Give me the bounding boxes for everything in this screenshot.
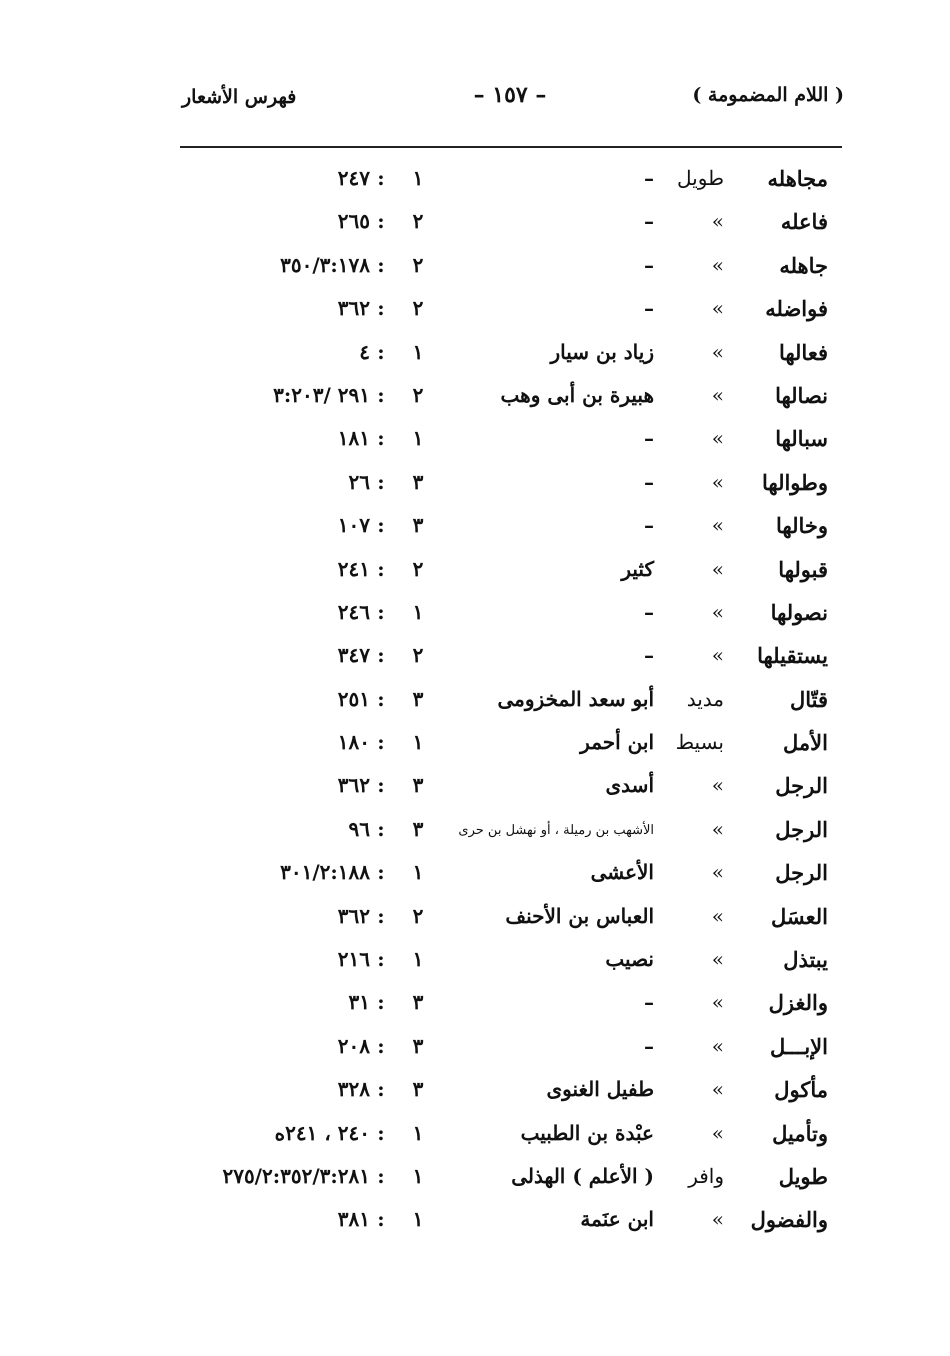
volume-number: ٢ [412,209,424,234]
volume-number: ٣ [412,816,424,841]
table-row [180,811,840,854]
rhyme-word: فعالها [778,339,828,365]
volume-number: ٣ [412,1033,424,1058]
poet-name: – [644,599,654,624]
table-row [180,984,840,1027]
rhyme-word: جاهله [779,252,828,278]
table-row [180,464,840,507]
page-references: ٩٦ [348,816,370,841]
poet-name: أبو سعد المخزومى [497,686,654,711]
table-row [180,724,840,767]
poet-name: ابن أحمر [580,730,654,755]
page-refs-cell [180,253,370,277]
separator: : [377,990,385,1015]
separator: : [377,816,385,841]
volume-number: ٣ [412,513,424,538]
meter: » [711,1207,724,1232]
rhyme-word: مجاهله [767,166,828,191]
rhyme-word: يبتذل [783,947,828,973]
page-references: ٢٩١ /٣:٢٠٣ [273,382,370,407]
page-refs-cell [180,990,370,1014]
poet-name: طفيل الغنوى [546,1077,654,1102]
index-table [180,160,840,1245]
separator: : [377,947,385,972]
meter: مديد [686,686,724,711]
separator: : [377,1033,385,1058]
rhyme-word: وخالها [776,513,828,539]
meter: » [711,903,724,928]
page-references: ٣٦٢ [337,773,370,798]
meter: » [711,643,724,668]
poet-name: – [644,513,654,538]
volume-number: ١ [412,1163,424,1188]
meter: » [711,296,724,321]
page-refs-cell [180,947,370,971]
table-row [180,767,840,810]
table-row [180,1028,840,1071]
meter: » [711,773,724,798]
meter: » [711,816,724,841]
page-references: ٣٦٢ [337,296,370,321]
meter: » [711,1120,724,1145]
table-row [180,203,840,246]
separator: : [377,252,385,277]
page-references: ٣٨١ [337,1207,370,1232]
page-references: ٢٤٦ [337,599,370,624]
separator: : [377,209,385,234]
meter: » [711,426,724,451]
page-refs-cell [180,209,370,233]
poet-name: كثير [621,556,654,581]
page-references: ١٨١ [337,426,370,451]
page-references: ٢٤٧ [337,166,370,190]
page-references: ٣١ [348,990,370,1015]
table-row [180,1201,840,1244]
table-row [180,507,840,550]
poet-name: العباس بن الأحنف [505,903,654,928]
page-refs-cell [180,340,370,364]
volume-number: ٢ [412,296,424,321]
meter: » [711,382,724,407]
poet-name: نصيب [605,947,654,972]
page-refs-cell [180,773,370,797]
rhyme-word: فواضله [765,296,828,322]
volume-number: ٢ [412,556,424,581]
meter: » [711,860,724,885]
poet-name: – [644,166,654,190]
page-refs-cell [180,296,370,320]
page-refs-cell [180,470,370,494]
page-references: ٣٤٧ [337,643,370,668]
page-refs-cell [180,1121,370,1145]
page-refs-cell [180,1077,370,1101]
page-references: ١٠٧ [337,513,370,538]
separator: : [377,1077,385,1102]
table-row [180,681,840,724]
separator: : [377,686,385,711]
rhyme-word: الأمل [783,730,828,756]
page-refs-cell [180,643,370,667]
page-refs-cell [180,687,370,711]
table-row [180,594,840,637]
page-references: ٢٦ [348,469,370,494]
volume-number: ٢ [412,903,424,928]
page-references: ٢٠٨ [337,1033,370,1058]
poet-name: عبْدة بن الطبيب [520,1120,654,1145]
volume-number: ٣ [412,469,424,494]
table-row [180,160,840,203]
table-row [180,941,840,984]
rhyme-word: وتأميل [772,1120,828,1146]
table-row [180,247,840,290]
page-references: ٢٧٥/٢:٣٥٢/٣:٢٨١ [222,1163,370,1188]
poet-name: زياد بن سيار [550,339,654,364]
table-row [180,334,840,377]
volume-number: ١ [412,426,424,451]
poet-name: – [644,1033,654,1058]
separator: : [377,513,385,538]
separator: : [377,166,385,190]
meter: طويل [677,166,724,190]
page-references: ١٨٠ [337,730,370,755]
page-references: ٢١٦ [337,947,370,972]
separator: : [377,469,385,494]
page-references: ٤ [359,339,370,364]
volume-number: ١ [412,599,424,624]
separator: : [377,730,385,755]
table-row [180,420,840,463]
meter: » [711,556,724,581]
volume-number: ١ [412,730,424,755]
separator: : [377,599,385,624]
rhyme-word: يستقيلها [757,643,828,669]
volume-number: ١ [412,1120,424,1145]
table-row [180,551,840,594]
meter: » [711,513,724,538]
rhyme-word: نصالها [775,382,828,408]
rhyme-word: الإبـــل [769,1033,828,1059]
poet-name: أسدى [605,773,654,798]
book-part-title: فهرس الأشعار [182,86,297,108]
page-references: ٢٥١ [337,686,370,711]
page-refs-cell [180,1164,370,1188]
volume-number: ٣ [412,773,424,798]
rhyme-word: سبالها [775,426,828,452]
volume-number: ١ [412,860,424,885]
meter: » [711,1077,724,1102]
meter: » [711,339,724,364]
rhyme-word: الرجل [775,860,828,886]
table-row [180,1115,840,1158]
volume-number: ١ [412,339,424,364]
page-number: – ١٥٧ – [473,82,547,108]
separator: : [377,556,385,581]
meter: » [711,252,724,277]
volume-number: ٢ [412,643,424,668]
page-refs-cell [180,1207,370,1231]
volume-number: ١ [412,166,424,190]
rhyme-word: مأكول [774,1077,828,1103]
poet-name: – [644,252,654,277]
rhyme-word: فاعله [780,209,828,235]
page-refs-cell [180,817,370,841]
separator: : [377,643,385,668]
poet-name: – [644,643,654,668]
meter: » [711,990,724,1015]
poet-name: – [644,296,654,321]
section-title: ( اللام المضمومة ) [692,84,844,106]
page-references: ٣٦٢ [337,903,370,928]
rhyme-word: طويل [778,1163,828,1189]
poet-name: هبيرة بن أبى وهب [500,382,654,407]
poet-name: الأعشى [590,860,654,885]
rhyme-word: والفضول [750,1207,828,1233]
page-refs-cell [180,383,370,407]
rhyme-word: وطوالها [761,469,828,495]
meter: » [711,599,724,624]
table-row [180,1071,840,1114]
header-rule [180,146,842,148]
meter: » [711,947,724,972]
separator: : [377,426,385,451]
table-row [180,637,840,680]
separator: : [377,339,385,364]
poet-name: ( الأعلم ) الهذلى [511,1163,654,1188]
meter: وافر [688,1163,724,1188]
volume-number: ٣ [412,990,424,1015]
volume-number: ١ [412,1207,424,1232]
rhyme-word: قبولها [778,556,828,582]
page-refs-cell [180,426,370,450]
page-references: ٣٥٠/٣:١٧٨ [280,252,370,277]
table-row [180,854,840,897]
separator: : [377,1207,385,1232]
rhyme-word: الرجل [775,816,828,842]
page-references: ٣٠١/٢:١٨٨ [280,860,370,885]
poet-name: – [644,426,654,451]
meter: » [711,1033,724,1058]
page-refs-cell [180,860,370,884]
meter: » [711,209,724,234]
page-refs-cell [180,557,370,581]
rhyme-word: قتّال [789,686,828,712]
volume-number: ٣ [412,1077,424,1102]
separator: : [377,296,385,321]
table-row [180,1158,840,1201]
separator: : [377,382,385,407]
volume-number: ١ [412,947,424,972]
separator: : [377,1163,385,1188]
poet-name: – [644,209,654,234]
page-references: ٢٦٥ [337,209,370,234]
separator: : [377,903,385,928]
page-header [170,80,850,120]
page-references: ٣٢٨ [337,1077,370,1102]
page-refs-cell [180,600,370,624]
separator: : [377,1120,385,1145]
poet-name: الأشهب بن رميلة ، أو نهشل بن حرى [458,822,654,838]
page-references: ٢٤٠ ، ٢٤١ه [274,1120,370,1145]
separator: : [377,773,385,798]
poet-name: ابن عنَمة [580,1207,654,1232]
volume-number: ٢ [412,252,424,277]
page-references: ٢٤١ [337,556,370,581]
page-refs-cell [180,166,370,190]
rhyme-word: العسَل [770,903,828,929]
page-refs-cell [180,904,370,928]
poet-name: – [644,469,654,494]
meter: » [711,469,724,494]
rhyme-word: نصولها [770,599,828,625]
rhyme-word: الرجل [775,773,828,799]
poet-name: – [644,990,654,1015]
page-refs-cell [180,1034,370,1058]
page-refs-cell [180,513,370,537]
separator: : [377,860,385,885]
rhyme-word: والغزل [768,990,828,1016]
volume-number: ٣ [412,686,424,711]
meter: بسيط [675,730,724,755]
table-row [180,377,840,420]
volume-number: ٢ [412,382,424,407]
page-refs-cell [180,730,370,754]
table-row [180,898,840,941]
table-row [180,290,840,333]
